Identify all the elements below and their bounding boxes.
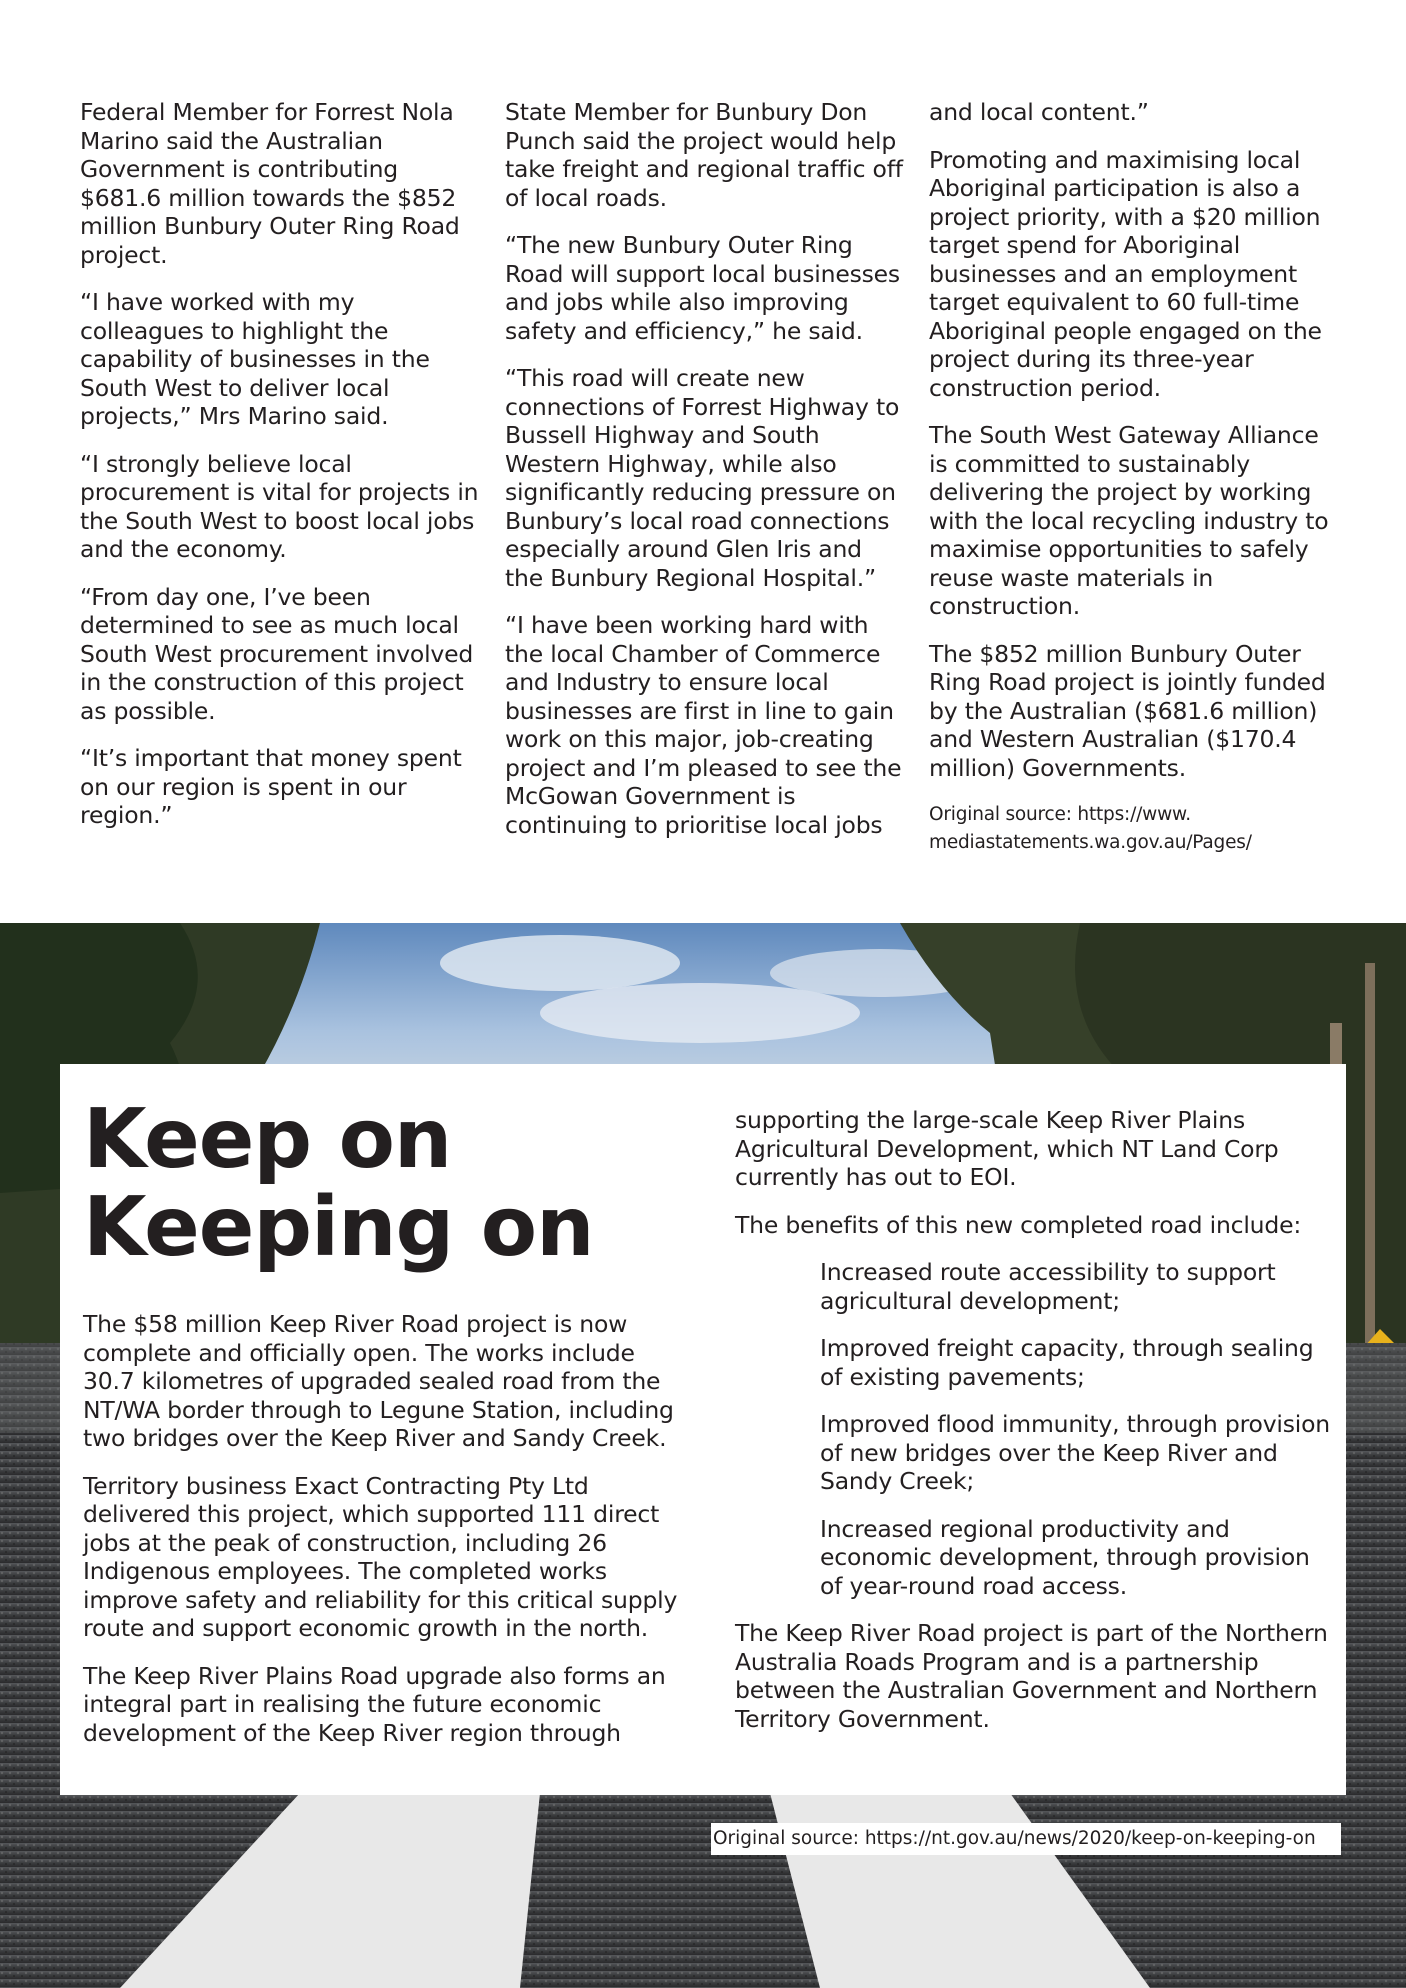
source-caption: Original source: https://nt.gov.au/news/2020/keep-on-keeping-on: [711, 1823, 1341, 1855]
title-line: Keeping on: [83, 1180, 594, 1275]
text-column-3: [929, 98, 1329, 857]
paragraph: The South West Gateway Alliance is committed to sustainably delivering the project by working with the local recycling industry to maximise opportunities to safely reuse waste materials in construction.: [929, 421, 1329, 620]
paragraph: The Keep River Plains Road upgrade also forms an integral part in realising the future economic development of the Keep River region through: [83, 1661, 666, 1747]
article-left-column: [83, 1310, 683, 1766]
paragraph: Federal Member for Forrest Nola Marino said the Australian Government is contributing $681.6 million towards the $852 million Bunbury Outer Ring Road project.: [80, 98, 460, 269]
tree-trunk: [1365, 963, 1375, 1383]
paragraph: “The new Bunbury Outer Ring Road will support local businesses and jobs while also improving safety and efficiency,” he said.: [505, 231, 900, 345]
cloud: [540, 983, 860, 1043]
paragraph: and local content.”: [929, 98, 1149, 126]
paragraph: “It’s important that money spent on our region is spent in our region.”: [80, 744, 462, 829]
paragraph: Promoting and maximising local Aboriginal participation is also a project priority, with a $20 million target spend for Aboriginal businesses and an employment target equivalent to 60 full-time Aboriginal people engaged on the project during its three-year construction period.: [929, 145, 1322, 402]
article-right-column: [735, 1106, 1335, 1752]
paragraph: The $58 million Keep River Road project is now complete and officially open. The works include 30.7 kilometres of upgraded sealed road from the NT/WA border through to Legune Station, including two bridges over the Keep River and Sandy Creek.: [83, 1310, 674, 1452]
cloud: [440, 935, 680, 991]
paragraph: “This road will create new connections of Forrest Highway to Bussell Highway and South Western Highway, while also significantly reducing pressure on Bunbury’s local road connections especially around Glen Iris and the Bunbury Regional Hospital.”: [505, 364, 900, 592]
paragraph: “I strongly believe local procurement is vital for projects in the South West to boost local jobs and the economy.: [80, 449, 479, 563]
paragraph: The $852 million Bunbury Outer Ring Road project is jointly funded by the Australian ($681.6 million) and Western Australian ($170.4 million) Governments.: [929, 639, 1326, 782]
list-item: Improved flood immunity, through provision of new bridges over the Keep River and Sandy Creek;: [820, 1410, 1330, 1495]
source-line: mediastatements.wa.gov.au/Pages/: [929, 832, 1252, 853]
list-item: Improved freight capacity, through sealing of existing pavements;: [820, 1334, 1314, 1391]
list-item: Increased route accessibility to support agricultural development;: [820, 1258, 1276, 1315]
article-title: [83, 1092, 683, 1275]
paragraph: supporting the large-scale Keep River Plains Agricultural Development, which NT Land Corp currently has out to EOI.: [735, 1106, 1279, 1191]
text-column-1: [80, 98, 480, 849]
text-column-2: [505, 98, 905, 858]
paragraph: “From day one, I’ve been determined to see as much local South West procurement involved in the construction of this project as possible.: [80, 582, 474, 725]
benefits-heading: The benefits of this new completed road include:: [735, 1210, 1302, 1239]
article-panel: [60, 1064, 1346, 1795]
paragraph: “I have worked with my colleagues to highlight the capability of businesses in the South West to deliver local projects,” Mrs Marino said.: [80, 288, 430, 430]
paragraph: Territory business Exact Contracting Pty Ltd delivered this project, which supported 111 direct jobs at the peak of construction, including 26 Indigenous employees. The completed works improve safety and reliability for this critical supply route and support economic growth in the north.: [83, 1471, 678, 1642]
benefits-list: [820, 1258, 1335, 1600]
previous-article-columns: [0, 0, 1406, 923]
source-line: Original source: https://www.: [929, 804, 1191, 825]
paragraph: The Keep River Road project is part of the Northern Australia Roads Program and is a partnership between the Australian Government and Northern Territory Government.: [735, 1619, 1328, 1733]
paragraph: “I have been working hard with the local Chamber of Commerce and Industry to ensure local businesses are first in line to gain work on this major, job-creating project and I’m pleased to see the McGowan Government is continuing to prioritise local jobs: [505, 611, 902, 839]
title-line: Keep on: [83, 1092, 452, 1187]
paragraph: State Member for Bunbury Don Punch said the project would help take freight and regional traffic off of local roads.: [505, 98, 903, 212]
source-note: [929, 801, 1329, 857]
list-item: Increased regional productivity and economic development, through provision of year-round road access.: [820, 1514, 1310, 1600]
